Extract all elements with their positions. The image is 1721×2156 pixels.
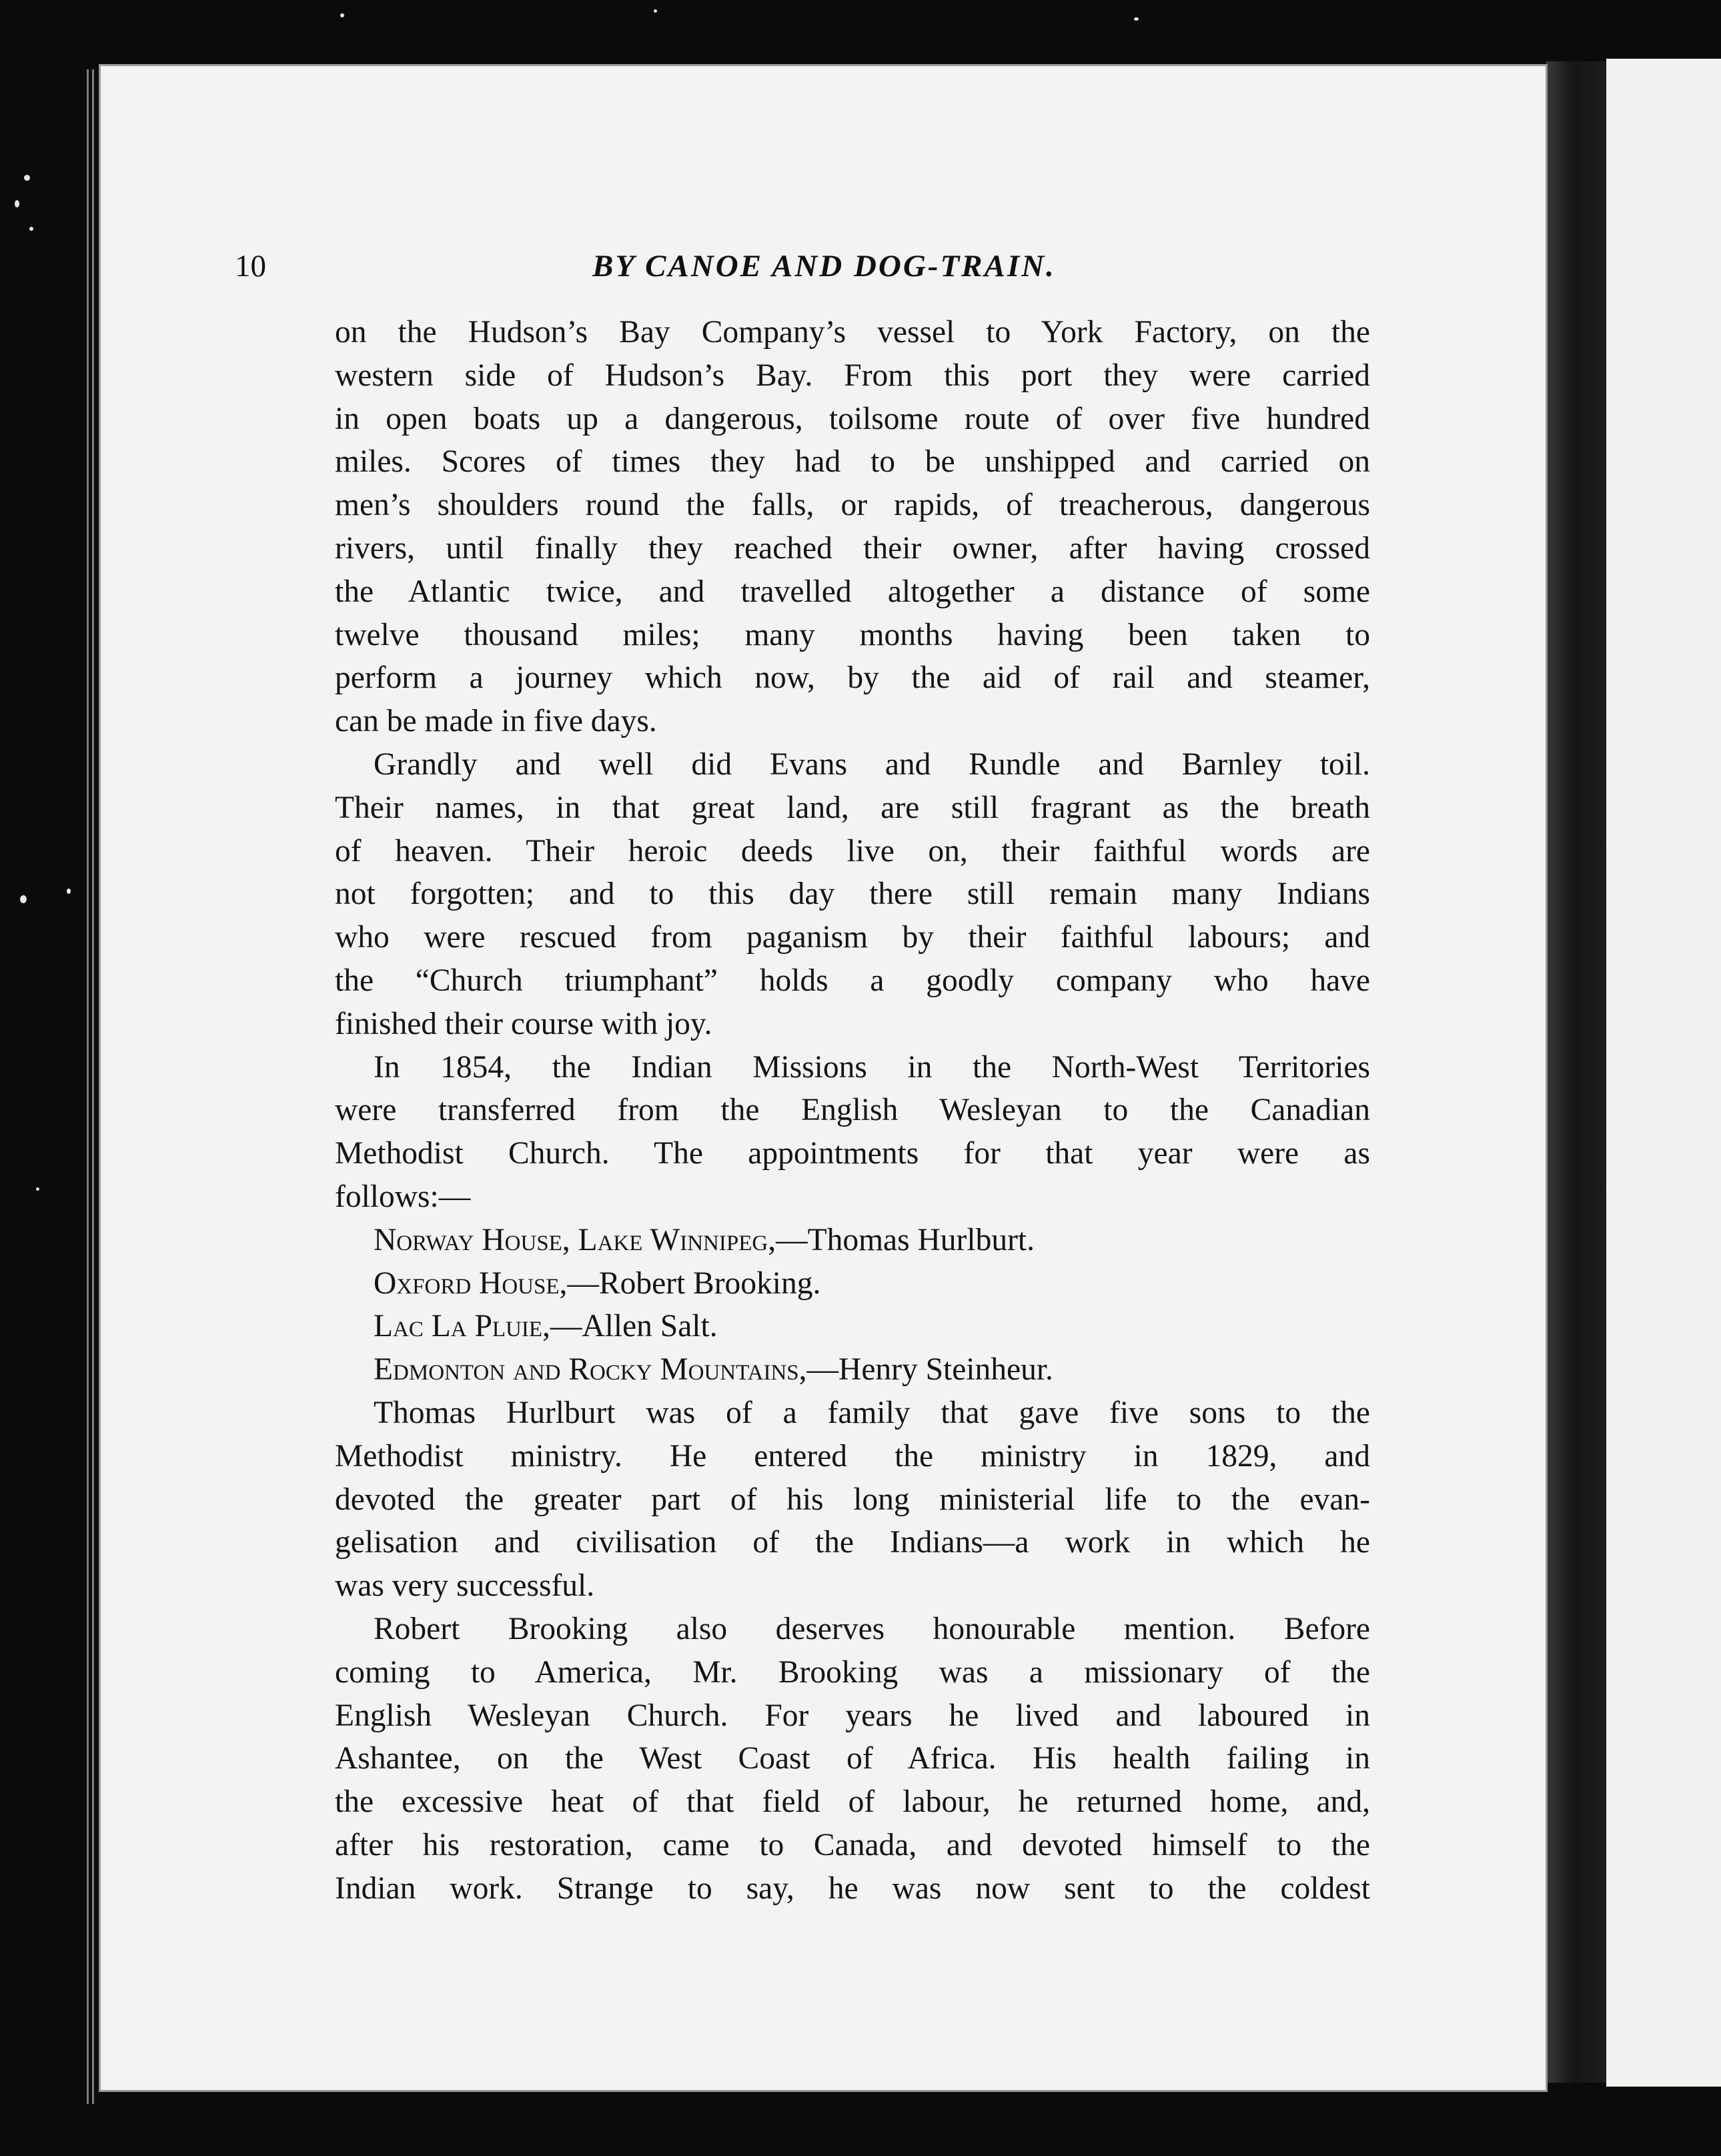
text-line: Robert Brooking also deserves honourable mention. Before [374,1611,1370,1646]
paragraph-2 [335,743,1370,1046]
page-header [235,248,1369,288]
text-line: Indian work. Strange to say, he was now sent to the coldest [335,1870,1370,1906]
text-line: in open boats up a dangerous, toilsome route of over five hundred [335,401,1370,436]
dust-speck [654,9,657,13]
text-line: English Wesleyan Church. For years he lived and laboured in [335,1698,1370,1733]
text-line: Their names, in that great land, are still fragrant as the breath [335,790,1370,825]
dust-speck [29,227,33,231]
text-line: men’s shoulders round the falls, or rapids, of treacherous, dangerous [335,488,1370,523]
text-line: devoted the greater part of his long ministerial life to the evan- [335,1482,1370,1517]
text-line: follows:— [335,1179,471,1214]
missionary-name: —Robert Brooking. [567,1265,821,1301]
text-line: on the Hudson’s Bay Company’s vessel to York Factory, on the [335,315,1370,350]
body-text [335,311,1370,1910]
dust-speck [36,1187,39,1191]
page-edge-line [92,69,94,2104]
appointment-entry [335,1348,1370,1392]
dust-speck [67,889,71,894]
dust-speck [24,175,30,181]
text-line: miles. Scores of times they had to be unshipped and carried on [335,444,1370,480]
appointments-list [335,1219,1370,1392]
text-line: rivers, until finally they reached their owner, after having crossed [335,530,1370,566]
paragraph-3 [335,1046,1370,1219]
gutter-shadow [1546,61,1606,2083]
text-line: gelisation and civilisation of the Indians—a work in which he [335,1525,1370,1560]
text-line: were transferred from the English Wesleyan to the Canadian [335,1093,1370,1128]
appointment-entry [335,1262,1370,1305]
mission-station: Edmonton and Rocky Mountains, [374,1352,807,1388]
paragraph-4 [335,1392,1370,1608]
dust-speck [20,895,27,903]
text-line: who were rescued from paganism by their faithful labours; and [335,920,1370,955]
text-line: perform a journey which now, by the aid of rail and steamer, [335,660,1370,696]
mission-station: Norway House, Lake Winnipeg, [374,1222,776,1257]
text-line: Methodist ministry. He entered the ministry in 1829, and [335,1438,1370,1474]
paragraph-5 [335,1608,1370,1911]
page-edge-line [87,69,89,2104]
text-line: Thomas Hurlburt was of a family that gave five sons to the [374,1395,1370,1430]
text-line: twelve thousand miles; many months having been taken to [335,617,1370,652]
mission-station: Oxford House, [374,1265,568,1301]
text-line: the Atlantic twice, and travelled altogether a distance of some [335,574,1370,609]
missionary-name: —Thomas Hurlburt. [776,1222,1035,1257]
appointment-entry [335,1219,1370,1262]
text-line: can be made in five days. [335,704,657,739]
missionary-name: —Henry Steinheur. [806,1352,1053,1388]
text-line: Grandly and well did Evans and Rundle and Barnley toil. [374,746,1370,782]
text-line: of heaven. Their heroic deeds live on, their faithful words are [335,833,1370,869]
dust-speck [1134,17,1139,21]
text-line: the excessive heat of that field of labour, he returned home, and, [335,1784,1370,1820]
appointment-entry [335,1305,1370,1348]
text-line: after his restoration, came to Canada, and devoted himself to the [335,1827,1370,1862]
dust-speck [340,13,344,17]
text-line: coming to America, Mr. Brooking was a missionary of the [335,1654,1370,1690]
page-number: 10 [235,249,266,284]
text-line: western side of Hudson’s Bay. From this port they were carried [335,358,1370,393]
text-line: was very successful. [335,1568,595,1604]
missionary-name: —Allen Salt. [550,1309,718,1344]
paragraph-1 [335,311,1370,743]
text-line: In 1854, the Indian Missions in the North-West Territories [374,1049,1370,1085]
text-line: Ashantee, on the West Coast of Africa. His health failing in [335,1741,1370,1776]
next-page-edge [1606,59,1721,2087]
mission-station: Lac La Pluie, [374,1309,550,1344]
dust-speck [15,200,19,207]
running-title: BY CANOE AND DOG-TRAIN. [592,249,1056,284]
text-line: finished their course with joy. [335,1006,712,1041]
text-line: the “Church triumphant” holds a goodly company who have [335,963,1370,998]
text-line: Methodist Church. The appointments for that year were as [335,1136,1370,1171]
text-line: not forgotten; and to this day there still remain many Indians [335,877,1370,912]
